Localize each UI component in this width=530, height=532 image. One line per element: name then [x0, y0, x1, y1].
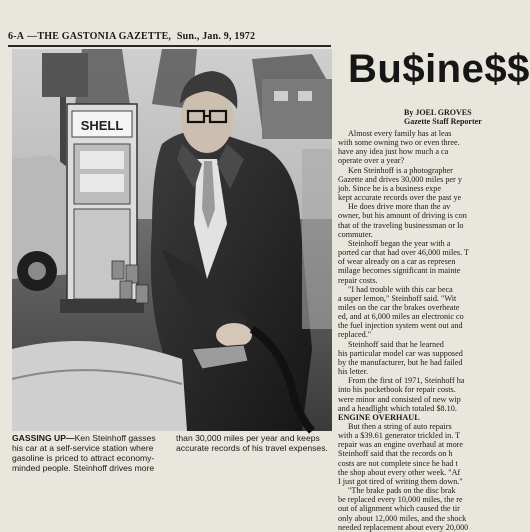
page-number: 6-A: [8, 31, 25, 42]
news-photo: [12, 49, 332, 431]
article-line: "I had trouble with this car beca: [348, 284, 453, 294]
article-line: Almost every family has at leas: [348, 129, 452, 138]
article-line: were minor and consisted of new wip: [338, 394, 461, 404]
pump-sign-text: SHELL: [80, 118, 124, 133]
article-line: have any idea just how much a ca: [338, 147, 449, 157]
article-line: and a headlight which totaled $8.10.: [338, 403, 457, 413]
article-line: a super lemon," Steinhoff said. "Wit: [338, 293, 457, 303]
page-header: [8, 31, 328, 42]
article-line: be replaced every 10,000 miles, the re: [338, 495, 463, 505]
header-rule: [8, 45, 331, 47]
article-line: repair was an engine overhaul at more: [338, 440, 464, 450]
article-line: into his pocketbook for repair costs.: [338, 385, 456, 395]
article-line: ported car that had over 46,000 miles. T: [338, 248, 470, 258]
headline: Bu$ine$$: [348, 47, 530, 91]
article-line: with some owning two or even three.: [338, 138, 460, 148]
article-line: the shop about every other week. "Af: [338, 467, 461, 477]
article-line: his letter.: [338, 367, 369, 377]
article-line: only about 12,000 miles, and the shock: [338, 513, 467, 523]
article-line: Steinhoff began the year with a: [348, 238, 451, 248]
article-line: repair costs.: [338, 275, 378, 285]
article-line: replaced.": [338, 330, 372, 340]
photo-illustration: [12, 49, 332, 431]
byline-author: By JOEL GROVES: [404, 108, 472, 117]
article-line: Steinhoff said that the records on h: [338, 449, 453, 459]
article-line: But then a string of auto repairs: [348, 422, 452, 431]
article-line: miles on the car the brakes overheate: [338, 302, 460, 312]
article-line: From the first of 1971, Steinhoff ha: [348, 376, 465, 386]
article-line: operate over a year?: [338, 156, 405, 166]
caption-lead: GASSING UP—: [12, 433, 75, 443]
article-line: He does drive more than the av: [348, 202, 451, 212]
article-line: milage becomes significant in mainte: [338, 266, 461, 276]
article-line: by the manufacturer, but he had failed: [338, 357, 463, 367]
article-line: ed, and at 6,000 miles an electronic co: [338, 312, 464, 322]
article-line: Ken Steinhoff is a photographer: [348, 165, 453, 175]
article-line: his particular model car was supposed: [338, 348, 463, 358]
caption-text-col1: Ken Steinhoff gasses his car at a self-service station where gasoline is priced to attract economy-minded people. Steinhoff drives more: [12, 433, 156, 473]
article-line: Gazette and drives 30,000 miles per y: [338, 174, 462, 184]
photo-caption-continued: [176, 433, 332, 453]
photo-caption: [12, 433, 164, 473]
article-line: that of the traveling businessman or lo: [338, 220, 464, 230]
article-line: "The brake pads on the disc brak: [348, 486, 456, 496]
article-line: I just got tired of writing them down.": [338, 476, 463, 486]
article-line: kept accurate records over the past ye: [338, 193, 462, 203]
article-line: job. Since he is a business expe: [338, 183, 442, 193]
article-line: with a $39.61 generator trickled in. T: [338, 431, 461, 441]
article-line: needed replacement about every 20,000: [338, 522, 469, 532]
article-line: of wear already on a car as represen: [338, 257, 456, 267]
article-line: owner, but his amount of driving is con: [338, 211, 467, 221]
caption-text-col2: than 30,000 miles per year and keeps accurate records of his travel expenses.: [176, 433, 328, 453]
article-line: commuter.: [338, 229, 373, 239]
byline-title: Gazette Staff Reporter: [404, 117, 482, 126]
article-line: the fuel injection system went out and: [338, 321, 463, 331]
paper-name: —THE GASTONIA GAZETTE,: [27, 31, 172, 42]
article-line: Steinhoff said that he learned: [348, 339, 444, 349]
article-line: costs are not complete since he had t: [338, 458, 458, 468]
byline: [404, 108, 500, 126]
article-line: out of alignment which caused the tir: [338, 504, 460, 514]
article-body: [338, 129, 508, 532]
article-subhead: ENGINE OVERHAUL: [338, 412, 420, 422]
issue-date: Sun., Jan. 9, 1972: [176, 31, 256, 42]
